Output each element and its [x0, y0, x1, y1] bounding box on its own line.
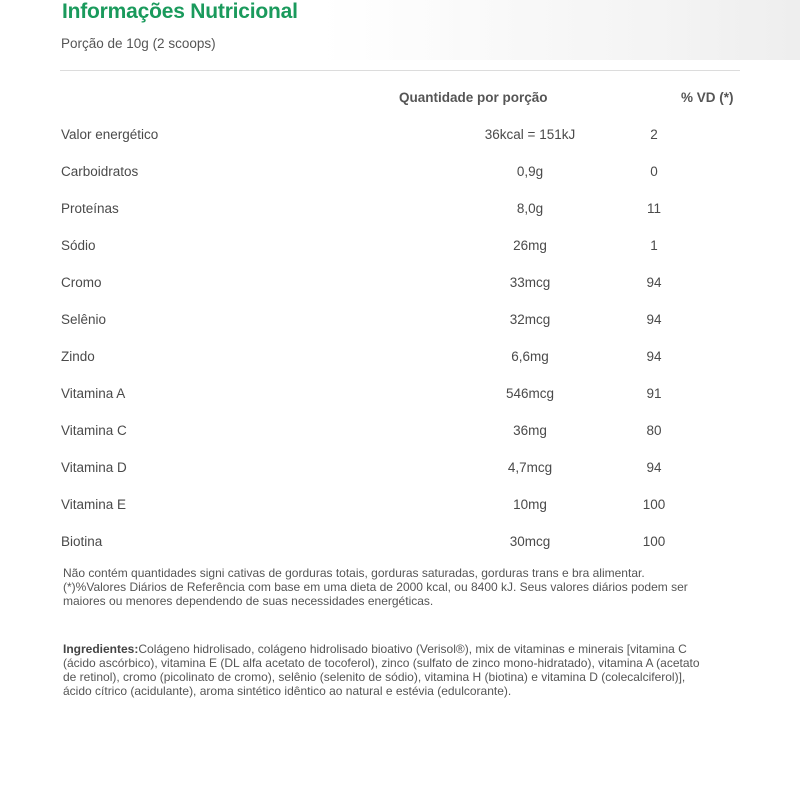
nutrient-name: Vitamina D	[61, 460, 127, 475]
nutrient-quantity: 4,7mcg	[507, 460, 553, 475]
nutrient-quantity: 0,9g	[516, 164, 544, 179]
column-header-quantity: Quantidade por porção	[399, 90, 548, 105]
nutrient-daily-value: 91	[646, 386, 662, 401]
table-row	[60, 117, 740, 154]
nutrient-quantity: 36mg	[513, 423, 547, 438]
nutrient-quantity: 33mcg	[509, 275, 551, 290]
serving-size: Porção de 10g (2 scoops)	[61, 36, 216, 51]
column-header-daily-value: % VD (*)	[681, 90, 734, 105]
nutrient-quantity: 8,0g	[516, 201, 544, 216]
nutrient-daily-value: 80	[646, 423, 662, 438]
nutrient-quantity: 26mg	[513, 238, 547, 253]
nutrient-daily-value: 2	[650, 127, 658, 142]
table-row	[60, 339, 740, 376]
nutrient-daily-value: 94	[646, 275, 662, 290]
table-row	[60, 302, 740, 339]
footnote: Não contém quantidades signi cativas de gorduras totais, gorduras saturadas, gorduras trans e bra alimentar. (*)%Valores Diários de Referência com base em uma dieta de 2000 kcal, ou 8400 kJ. Seus valores diários podem ser maiores ou menores dependendo de suas necessidades energéticas.	[63, 566, 688, 608]
nutrient-daily-value: 1	[650, 238, 658, 253]
table-row	[60, 265, 740, 302]
nutrient-quantity: 36kcal = 151kJ	[484, 127, 576, 142]
nutrient-name: Proteínas	[61, 201, 119, 216]
ingredients	[63, 642, 703, 698]
nutrient-name: Selênio	[61, 312, 107, 327]
table-row	[60, 228, 740, 265]
nutrient-daily-value: 94	[646, 349, 662, 364]
nutrient-name: Biotina	[61, 534, 103, 549]
table-row	[60, 191, 740, 228]
nutrient-quantity: 32mcg	[509, 312, 551, 327]
nutrient-name: Sódio	[61, 238, 96, 253]
table-row	[60, 413, 740, 450]
table-row	[60, 487, 740, 524]
nutrient-quantity: 10mg	[513, 497, 547, 512]
table-row	[60, 154, 740, 191]
nutrient-name: Valor energético	[61, 127, 159, 142]
ingredients-text: Colágeno hidrolisado, colágeno hidrolisado bioativo (Verisol®), mix de vitaminas e minerais [vitamina C (ácido ascórbico), vitamina E (DL alfa acetato de tocoferol), zinco (sulfato de zinco mono-hidratado), vitamina A (acetato de retinol), cromo (picolinato de cromo), selênio (selenito de sódio), vitamina H (biotina) e vitamina D (colecalciferol)], ácido cítrico (acidulante), aroma sintético idêntico ao natural e estévia (edulcorante).	[63, 642, 700, 698]
nutrient-name: Carboidratos	[61, 164, 139, 179]
page-title: Informações Nutricional	[62, 0, 298, 23]
table-row	[60, 524, 740, 561]
nutrient-name: Vitamina A	[61, 386, 126, 401]
nutrient-quantity: 6,6mg	[511, 349, 549, 364]
ingredients-label: Ingredientes:	[63, 642, 139, 656]
nutrient-daily-value: 94	[646, 460, 662, 475]
nutrient-daily-value: 0	[650, 164, 658, 179]
nutrition-table	[60, 117, 740, 561]
divider	[60, 70, 740, 71]
nutrient-name: Vitamina C	[61, 423, 127, 438]
nutrient-daily-value: 94	[646, 312, 662, 327]
nutrient-name: Vitamina E	[61, 497, 127, 512]
table-row	[60, 376, 740, 413]
nutrient-name: Cromo	[61, 275, 102, 290]
nutrient-daily-value: 11	[646, 201, 661, 216]
nutrient-name: Zindo	[61, 349, 95, 364]
nutrient-quantity: 30mcg	[509, 534, 551, 549]
nutrient-quantity: 546mcg	[505, 386, 555, 401]
nutrient-daily-value: 100	[642, 534, 666, 549]
table-row	[60, 450, 740, 487]
nutrient-daily-value: 100	[642, 497, 666, 512]
